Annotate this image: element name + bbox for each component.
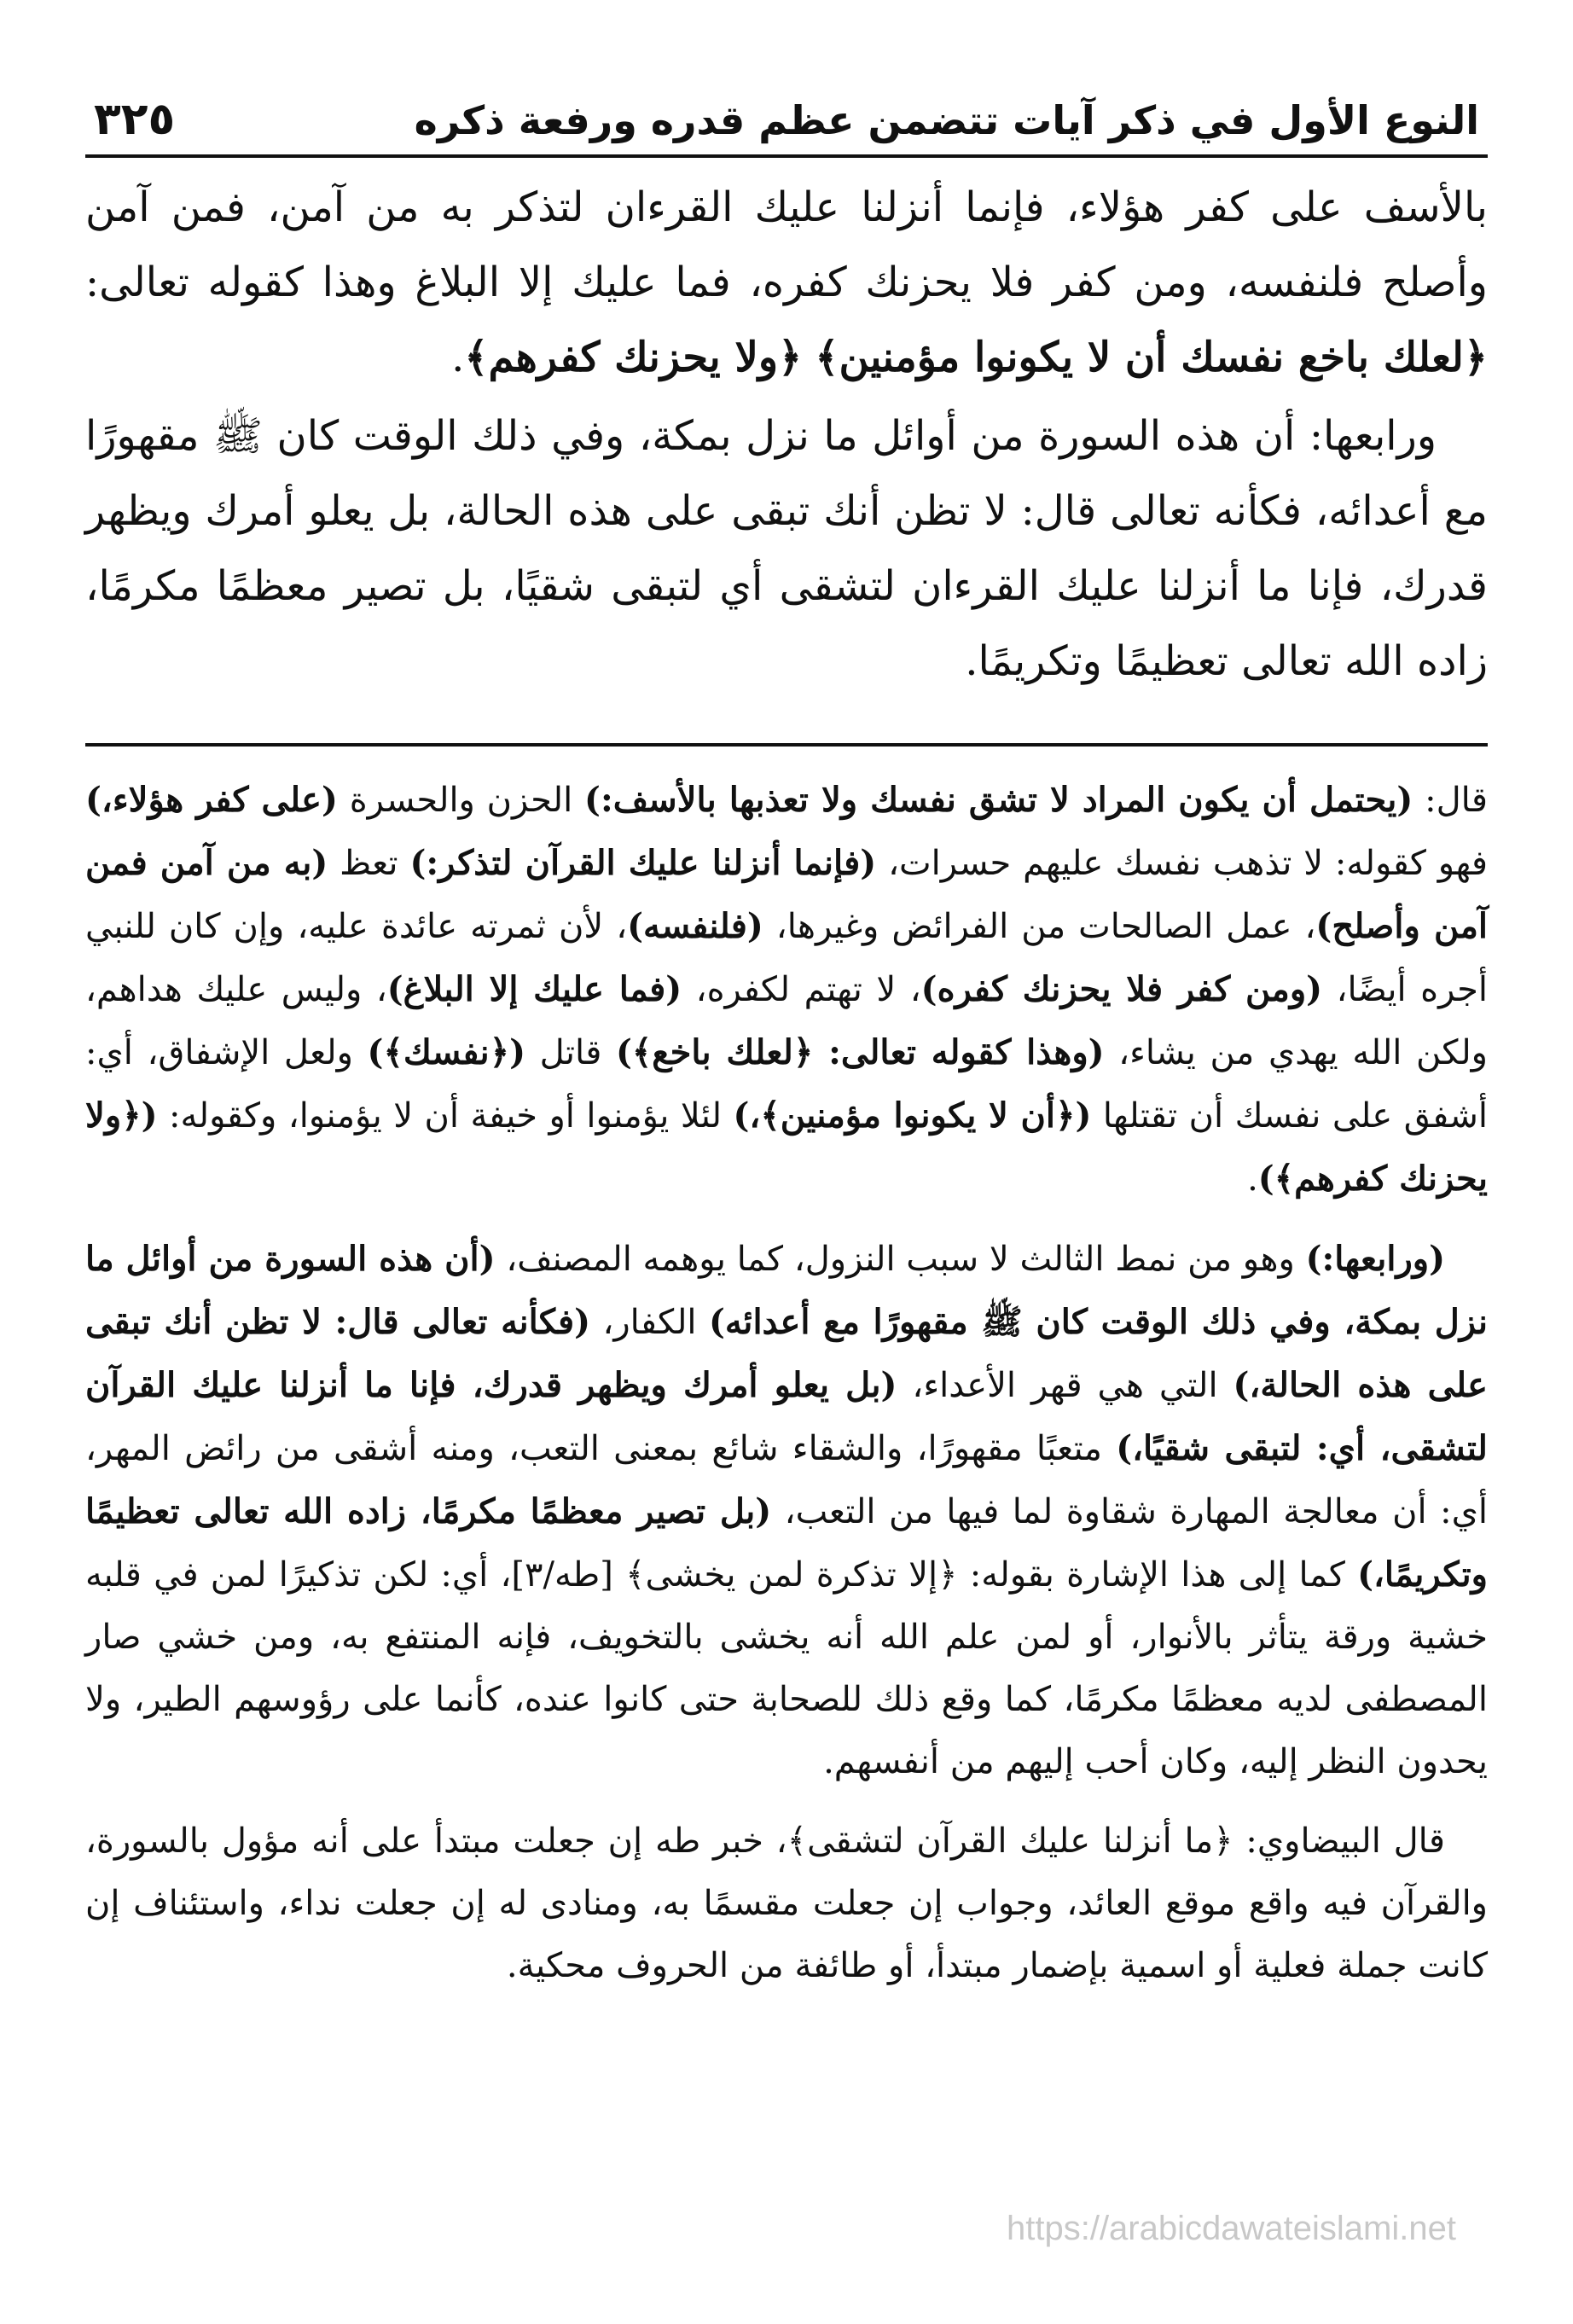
commentary-paragraph-1: [85, 769, 1488, 1211]
commentary: [85, 769, 1488, 1997]
commentary-paragraph-3: قال البيضاوي: ﴿ما أنزلنا عليك القرآن لتشقى﴾، خبر طه إن جعلت مبتدأ على أنه مؤول بالسورة، والقرآن فيه واقع موقع العائد، وجواب إن جعلت مقسمًا به، ومنادى له إن جعلت نداء، واستئناف إن كانت جملة فعلية أو اسمية بإضمار مبتدأ، أو طائفة من الحروف محكية.: [85, 1821, 1488, 1985]
quoted-text: (بل تصير معظمًا مكرمًا، زاده الله تعالى تعظيمًا وتكريمًا،): [85, 1491, 1488, 1595]
commentary-text: ، لأن ثمرته عائدة عليه، وإن كان للنبي أجره أيضًا،: [85, 907, 1489, 1009]
running-header: [85, 94, 1488, 158]
quoted-text: (يحتمل أن يكون المراد لا تشق نفسك ولا تعذبها بالأسف:): [584, 780, 1413, 820]
quoted-text: (وهذا كقوله تعالى: ﴿لعلك باخع﴾): [615, 1032, 1105, 1072]
commentary-text: الحزن والحسرة: [337, 781, 585, 820]
commentary-text: وهو من نمط الثالث لا سبب النزول، كما يوهمه المصنف،: [495, 1240, 1306, 1279]
main-paragraph-1-end: .: [451, 334, 465, 381]
main-paragraph-1-text: بالأسف على كفر هؤلاء، فإنما أنزلنا عليك القرءان لتذكر به من آمن، فمن آمن وأصلح فلنفسه، ومن كفر فلا يحزنك كفره، فما عليك إلا البلاغ وهذا كقوله تعالى:: [85, 183, 1488, 306]
quoted-text: (﴿نفسك﴾): [367, 1032, 526, 1072]
quoted-text: (﴿أن لا يكونوا مؤمنين﴾،): [733, 1095, 1092, 1136]
quoted-text: (بل يعلو أمرك ويظهر قدرك، فإنا ما أنزلنا عليك القرآن لتشقى، أي: لتبقى شقيًا،): [85, 1365, 1488, 1468]
quoted-text: (ومن كفر فلا يحزنك كفره): [920, 969, 1323, 1009]
commentary-text: ، لا تهتم لكفره،: [682, 970, 921, 1009]
commentary-text: .: [1247, 1159, 1258, 1199]
commentary-text: تعظ: [328, 844, 410, 883]
main-paragraph-2: ورابعها: أن هذه السورة من أوائل ما نزل بمكة، وفي ذلك الوقت كان ﷺ مقهورًا مع أعدائه، فكأنه تعالى قال: لا تظن أنك تبقى على هذه الحالة، بل يعلو أمرك ويظهر قدرك، فإنا ما أنزلنا عليك القرءان لتشقى أي لتبقى شقيًا، بل تصير معظمًا مكرمًا، زاده الله تعالى تعظيمًا وتكريمًا.: [85, 412, 1488, 685]
commentary-text: الكفار،: [590, 1303, 709, 1342]
commentary-text: قال:: [1413, 781, 1488, 820]
quran-verse: ﴿ولا يحزنك كفرهم﴾: [464, 334, 803, 381]
quoted-text: (فإنما أنزلنا عليك القرآن لتذكر:): [409, 843, 877, 883]
chapter-title: النوع الأول في ذكر آيات تتضمن عظم قدره ورفعة ذكره: [414, 97, 1479, 143]
commentary-text: كما إلى هذا الإشارة بقوله: ﴿إلا تذكرة لمن يخشى﴾ [طه/٣]، أي: لكن تذكيرًا لمن في قلبه خشية ورقة يتأثر بالأنوار، أو لمن علم الله أنه يخشى بالتخويف، فإنه المنتفع به، ومن خشي صار المصطفى لديه معظمًا مكرمًا، كما وقع ذلك للصحابة حتى كانوا عنده، كأنما على رؤوسهم الطير، ولا يحدون النظر إليه، وكان أحب إليهم من أنفسهم.: [85, 1555, 1488, 1781]
commentary-text: ولعل الإشفاق، أي: أشفق على نفسك أن تقتلها: [85, 1033, 1488, 1136]
quran-verse: ﴿لعلك باخع نفسك أن لا يكونوا مؤمنين﴾: [815, 334, 1488, 381]
text-commentary-separator: [85, 743, 1488, 747]
quoted-text: (فما عليك إلا البلاغ): [386, 969, 682, 1009]
commentary-paragraph-2: [85, 1228, 1488, 1793]
quoted-text: (أن هذه السورة من أوائل ما نزل بمكة، وفي ذلك الوقت كان ﷺ مقهورًا مع أعدائه): [85, 1239, 1489, 1342]
quoted-text: (به من آمن فمن آمن وأصلح): [85, 843, 1489, 946]
commentary-text: قاتل: [525, 1033, 616, 1072]
watermark-url: https://arabicdawateislami.net: [1007, 2210, 1456, 2247]
quoted-text: (ورابعها:): [1305, 1239, 1445, 1279]
commentary-text: متعبًا مقهورًا، والشقاء شائع بمعنى التعب، ومنه أشقى من رائض المهر، أي: أن معالجة المهارة شقاوة لما فيها من التعب،: [85, 1429, 1488, 1531]
commentary-text: فهو كقوله: لا تذهب نفسك عليهم حسرات،: [876, 844, 1489, 883]
main-text: [85, 170, 1488, 699]
page-number: ٣٢٥: [94, 94, 176, 145]
main-paragraph-1: [85, 170, 1488, 395]
quoted-text: (على كفر هؤلاء،): [85, 780, 338, 820]
commentary-text: التي هي قهر الأعداء،: [897, 1366, 1233, 1405]
quoted-text: (فلنفسه): [627, 906, 763, 946]
quoted-text: (﴿ولا يحزنك كفرهم﴾): [85, 1095, 1488, 1199]
quoted-text: (فكأنه تعالى قال: لا تظن أنك تبقى على هذه الحالة،): [85, 1302, 1489, 1405]
commentary-text: ، وليس عليك هداهم، ولكن الله يهدي من يشاء،: [85, 970, 1489, 1072]
commentary-text: لئلا يؤمنوا أو خيفة أن لا يؤمنوا، وكقوله:: [157, 1096, 734, 1136]
commentary-text: ، عمل الصالحات من الفرائض وغيرها،: [763, 907, 1316, 946]
